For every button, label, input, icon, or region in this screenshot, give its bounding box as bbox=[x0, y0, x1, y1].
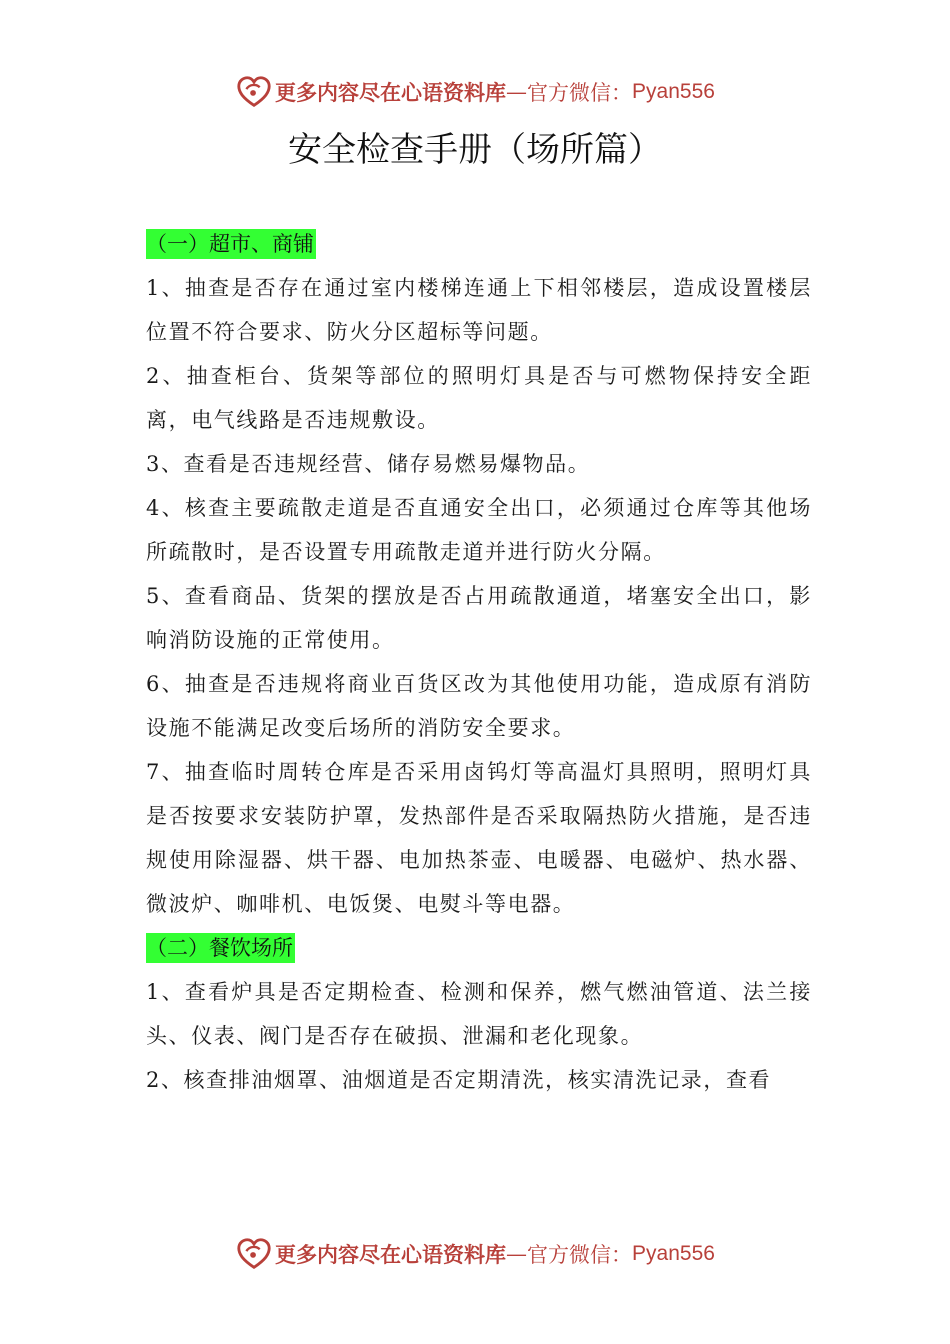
list-item: 3、查看是否违规经营、储存易燃易爆物品。 bbox=[146, 452, 591, 476]
heart-logo-icon bbox=[235, 73, 273, 111]
list-item: 2、核查排油烟罩、油烟道是否定期清洗，核实清洗记录，查看 bbox=[146, 1068, 772, 1092]
list-item: 1、抽查是否存在通过室内楼梯连通上下相邻楼层，造成设置楼层位置不符合要求、防火分区超标等问题。 bbox=[146, 276, 812, 344]
watermark-dash: — bbox=[506, 80, 528, 104]
list-item: 4、核查主要疏散走道是否直通安全出口，必须通过仓库等其他场所疏散时，是否设置专用疏散走道并进行防火分隔。 bbox=[146, 496, 812, 564]
heart-logo-icon bbox=[235, 1235, 273, 1273]
watermark-wechat-id: Pyan556 bbox=[632, 80, 715, 103]
watermark-wechat-label: 官方微信： bbox=[527, 81, 633, 105]
list-item: 2、抽查柜台、货架等部位的照明灯具是否与可燃物保持安全距离，电气线路是否违规敷设。 bbox=[146, 364, 812, 432]
list-item: 1、查看炉具是否定期检查、检测和保养，燃气燃油管道、法兰接头、仪表、阀门是否存在破损、泄漏和老化现象。 bbox=[146, 980, 812, 1048]
watermark-wechat-label: 官方微信： bbox=[527, 1243, 633, 1267]
watermark-wechat-id: Pyan556 bbox=[632, 1242, 715, 1265]
document-body bbox=[146, 222, 812, 1102]
watermark-dash: — bbox=[506, 1242, 528, 1266]
list-item: 6、抽查是否违规将商业百货区改为其他使用功能，造成原有消防设施不能满足改变后场所的消防安全要求。 bbox=[146, 672, 812, 740]
section-heading-restaurant: （二）餐饮场所 bbox=[146, 933, 295, 963]
section-heading-supermarket: （一）超市、商铺 bbox=[146, 229, 316, 259]
watermark-main-text: 更多内容尽在心语资料库 bbox=[275, 1242, 507, 1267]
header-watermark bbox=[0, 72, 950, 112]
section-heading-row bbox=[146, 222, 812, 266]
page-title: 安全检查手册（场所篇） bbox=[288, 130, 662, 170]
list-item: 5、查看商品、货架的摆放是否占用疏散通道，堵塞安全出口，影响消防设施的正常使用。 bbox=[146, 584, 812, 652]
footer-watermark bbox=[0, 1234, 950, 1274]
section-heading-row bbox=[146, 926, 812, 970]
watermark-main-text: 更多内容尽在心语资料库 bbox=[275, 80, 507, 105]
list-item: 7、抽查临时周转仓库是否采用卤钨灯等高温灯具照明，照明灯具是否按要求安装防护罩，发热部件是否采取隔热防火措施，是否违规使用除湿器、烘干器、电加热茶壶、电暖器、电磁炉、热水器、微波炉、咖啡机、电饭煲、电熨斗等电器。 bbox=[146, 760, 812, 916]
